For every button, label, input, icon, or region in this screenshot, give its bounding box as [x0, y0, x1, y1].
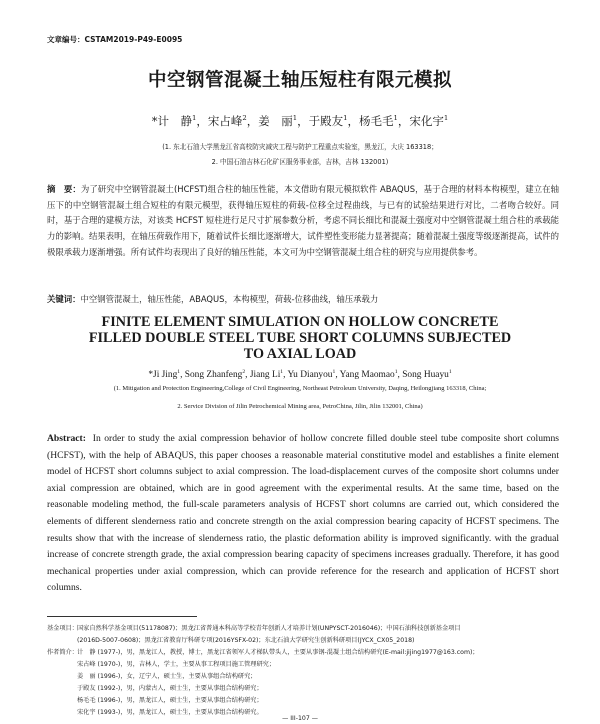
chinese-abstract-text: 为了研究中空钢管混凝土(HCFST)组合柱的轴压性能，本文借助有限元模拟软件 ABAQUS，基于合理的材料本构模型，建立在轴压下的中空钢管混凝土组合短柱的有限元模型，获得轴压短柱的荷载-位移全过程曲线，与已有的试验结果进行对比，二者吻合较好。同时，基于合理的建模方法，对该类 HCFST 短柱进行足尺寸扩展参数分析，考虑不同长细比和混凝土强度对中空钢管混凝土组合柱的承载能力的影响。结果表明，在轴压荷载作用下，随着试件长细比逐渐增大，试件塑性变形能力显著提高；随着混凝土强度等级逐渐提高，试件的极限承载力逐渐增强。所有试件均表现出了良好的轴压性能，本文可为中空钢管混凝土组合柱的研究与应用提供参考。	[47, 184, 559, 257]
footnote-divider	[47, 616, 197, 617]
english-abstract-text: In order to study the axial compression behavior of hollow concrete filled double steel tube composite short columns (HCFST), with the help of ABAQUS, this paper chooses a reasonable material constitutive model and establishes a finite element model of HCFST short columns subject to axial compression. The load-displacement curves of the composite short columns under axial compression are obtained, which are in good agreement with the experimental results. At the same time, based on the reasonable modeling method, the full-scale parameters analysis of HCFST short columns are carried out, which considered the elements of different slenderness ratio and concrete strength on the axial compression bearing capacity of HCFST specimens. The results show that with the increase of slenderness ratio, the plastic deformation ability is improved significantly. with the gradual increase of concrete strength grade, the axial compression bearing capacity of specimens increases gradually. Therefore, it has good mechanical properties under axial compression, which can provide reference for the research and application of HCFST short columns.	[47, 433, 559, 594]
author-cn: 宋占峰	[207, 114, 243, 128]
author-bio-label: 作者简介：	[47, 649, 78, 656]
author-en: Song Zhanfeng	[184, 370, 243, 381]
author-en: *Ji Jing	[148, 370, 178, 381]
english-title-line: FILLED DOUBLE STEEL TUBE SHORT COLUMNS SUBJECTED	[88, 330, 512, 346]
english-title	[40, 314, 560, 362]
author-bio-line: 计 静 (1977-)，男，黑龙江人，教授，博士，黑龙江省领军人才梯队带头人，主要从事钢-混凝土组合结构研究(E-mail:jijing1977@163.com)；	[77, 649, 479, 656]
author-bio-line: 于殿友 (1992-)，男，内蒙古人，硕士生，主要从事组合结构研究；	[77, 685, 263, 692]
chinese-affiliation-1: (1. 东北石油大学黑龙江省高校防灾减灾工程与防护工程重点实验室，黑龙江，大庆 163318；	[162, 143, 438, 151]
author-cn: 于殿友	[308, 114, 344, 128]
author-bio-line: 姜 丽 (1996-)，女，辽宁人，硕士生，主要从事组合结构研究；	[77, 673, 257, 680]
english-authors: *Ji Jing$^1$, Song Zhanfeng$^2$, Jiang Li$^1$, Yu Dianyou$^1$, Yang Maomao$^1$, Song Huayu$^1$	[148, 369, 452, 381]
author-cn: 杨毛毛	[359, 114, 394, 128]
english-affiliation-1: (1. Mitigation and Protection Engineering,College of Civil Engineering, Northeast Petroleum University, Daqing, Heilongjiang 163318, China;	[113, 385, 487, 392]
fund-line: 国家自然科学基金项目(51178087)；黑龙江省普通本科高等学校青年创新人才培养计划(UNPYSCT-2016046)；中国石油科技创新基金项目	[77, 625, 461, 632]
author-star: *	[151, 114, 158, 128]
author-bio-line: 宋化宇 (1993-)，男，黑龙江人，硕士生，主要从事组合结构研究。	[77, 709, 263, 716]
english-abstract-label: Abstract:	[47, 433, 86, 444]
fund-line: (2016D-5007-0608)；黑龙江省教育厅科研专项(2016YSFX-02)；东北石油大学研究生创新科研项目(JYCX_CX05_2018)	[77, 637, 415, 644]
page-number: — III-107 —	[282, 715, 318, 722]
chinese-keywords-text: 中空钢管混凝土，轴压性能，ABAQUS，本构模型，荷载-位移曲线，轴压承载力	[80, 294, 379, 304]
author-en: Jiang Li	[249, 370, 281, 381]
document-number: 文章编号：CSTAM2019-P49-E0095	[47, 35, 183, 44]
english-title-line: TO AXIAL LOAD	[243, 346, 357, 362]
chinese-abstract-label: 摘 要：	[47, 184, 81, 194]
author-bio-line: 杨毛毛 (1996-)，男，黑龙江人，硕士生，主要从事组合结构研究；	[77, 697, 263, 704]
english-abstract	[47, 431, 559, 597]
fund-label: 基金项目：	[47, 625, 78, 632]
chinese-keywords-label: 关键词：	[47, 294, 81, 304]
chinese-affiliation-2: 2. 中国石油吉林石化矿区服务事业部，吉林，吉林 132001)	[211, 158, 389, 166]
chinese-authors: *计 静$^1$，宋占峰$^2$，姜 丽$^1$，于殿友$^1$，杨毛毛$^1$，宋化宇$^1$	[151, 114, 449, 128]
chinese-keywords	[47, 293, 559, 305]
author-cn: 姜 丽	[258, 114, 293, 128]
author-en: Yang Maomao	[339, 370, 395, 381]
author-cn: 宋化宇	[409, 114, 444, 128]
author-en: Song Huayu	[402, 370, 449, 381]
english-affiliation-2: 2. Service Division of Jilin Petrochemical Mining area, PetroChina, Jilin, Jilin 132001, China)	[177, 403, 423, 410]
english-title-line: FINITE ELEMENT SIMULATION ON HOLLOW CONCRETE	[101, 314, 499, 330]
chinese-title: 中空钢管混凝土轴压短柱有限元模拟	[147, 70, 452, 91]
author-cn: 计 静	[157, 114, 192, 128]
author-en: Yu Dianyou	[287, 370, 333, 381]
author-bio-line: 宋占峰 (1970-)，男，吉林人，学士，主要从事工程项目施工管理研究；	[77, 661, 276, 668]
chinese-abstract	[47, 182, 559, 261]
